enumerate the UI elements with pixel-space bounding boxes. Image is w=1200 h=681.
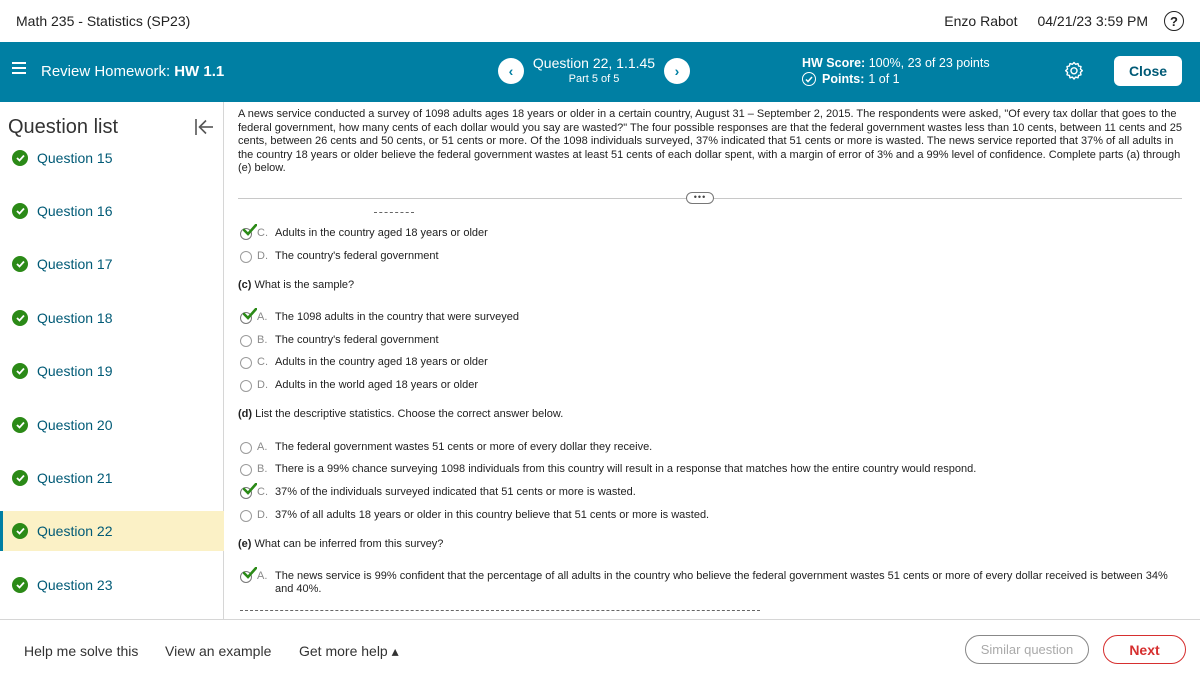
radio-button[interactable] (240, 228, 252, 240)
sidebar-item-label: Question 22 (37, 523, 113, 539)
review-label: Review Homework: (41, 63, 171, 80)
option-letter: A. (257, 570, 268, 582)
part-e-label: (e) (238, 538, 252, 550)
answer-option[interactable] (240, 570, 1185, 596)
radio-button[interactable] (240, 442, 252, 454)
answer-option[interactable] (240, 334, 1185, 347)
course-title: Math 235 - Statistics (SP23) (16, 13, 191, 29)
sidebar-item-question[interactable] (0, 458, 224, 498)
homework-header (0, 42, 1200, 102)
sidebar-item-label: Question 17 (37, 256, 113, 272)
review-title (41, 63, 224, 80)
option-letter: A. (257, 311, 268, 323)
sidebar-item-question[interactable] (0, 244, 224, 284)
user-name[interactable]: Enzo Rabot (944, 13, 1018, 29)
sidebar-item-label: Question 18 (37, 310, 113, 326)
sidebar-item-label: Question 21 (37, 470, 113, 486)
sidebar-item-label: Question 20 (37, 417, 113, 433)
sidebar-item-label: Question 19 (37, 363, 113, 379)
option-letter: D. (257, 250, 268, 262)
check-mark-icon (243, 308, 257, 320)
check-mark-icon (243, 224, 257, 236)
close-button[interactable]: Close (1114, 56, 1182, 86)
radio-button[interactable] (240, 357, 252, 369)
radio-button[interactable] (240, 571, 252, 583)
help-me-solve-button[interactable]: Help me solve this (24, 643, 139, 659)
check-circle-icon (12, 203, 28, 219)
check-circle-icon (12, 577, 28, 593)
check-circle-icon (12, 470, 28, 486)
help-icon[interactable]: ? (1164, 11, 1184, 31)
hw-score (802, 56, 990, 70)
part-d-label: (d) (238, 408, 253, 420)
answer-option[interactable] (240, 379, 1185, 392)
option-letter: A. (257, 441, 268, 453)
part-c-label: (c) (238, 279, 252, 291)
answer-option[interactable] (240, 486, 1185, 499)
option-letter: D. (257, 379, 268, 391)
answer-option[interactable] (240, 311, 1185, 324)
question-list-sidebar (0, 102, 224, 619)
question-prompt: A news service conducted a survey of 1098 adults ages 18 years or older in a certain country, August 31 – September 2, 2015. The respondents were asked, "Of every tax dollar that goes to the federal government, how many cents of each dollar would you say are wasted?" The four possible responses are that the federal government wastes less than 10 cents, between 11 cents and 25 cents, between 26 cents and 50 cents, or 51 cents or more. Of the 1098 individuals surveyed, 37% indicated that 51 cents or more is wasted. The news service reported that 37% of all adults in the country 18 years or older believe the federal government wastes at least 51 cents of each dollar spent, with a margin of error of 3% and a 99% level of confidence. Complete parts (a) through (e) below. (238, 108, 1182, 174)
option-letter: C. (257, 356, 268, 368)
radio-button[interactable] (240, 380, 252, 392)
get-more-help-button[interactable]: Get more help ▴ (299, 643, 399, 659)
points-label: Points: (822, 72, 865, 86)
option-letter: C. (257, 227, 268, 239)
sidebar-item-question[interactable] (0, 191, 224, 231)
option-text: The 1098 adults in the country that were surveyed (275, 311, 519, 323)
next-button[interactable]: Next (1103, 635, 1186, 664)
sidebar-item-question[interactable] (0, 405, 224, 445)
previous-question-button[interactable]: ‹ (498, 58, 524, 84)
hw-score-label: HW Score: (802, 56, 866, 70)
option-text: The country's federal government (275, 334, 439, 346)
option-text: Adults in the country aged 18 years or older (275, 356, 488, 368)
option-text: The federal government wastes 51 cents or more of every dollar they receive. (275, 441, 653, 453)
radio-button[interactable] (240, 487, 252, 499)
part-e-text: What can be inferred from this survey? (254, 538, 444, 550)
sidebar-item-question[interactable] (0, 351, 224, 391)
check-circle-icon (12, 256, 28, 272)
option-text: The news service is 99% confident that the percentage of all adults in the country who believe the federal government wastes 51 cents or more of every dollar received is between 34% and 40%. (275, 570, 1168, 595)
question-content (224, 102, 1200, 619)
option-letter: D. (257, 509, 268, 521)
answer-option[interactable] (240, 250, 1185, 263)
clipped-option-edge (240, 610, 760, 614)
answer-option[interactable] (240, 227, 1185, 240)
check-circle-icon (12, 417, 28, 433)
part-e-question (238, 538, 443, 550)
sidebar-item-label: Question 15 (37, 150, 113, 166)
option-text: 37% of the individuals surveyed indicated that 51 cents or more is wasted. (275, 486, 636, 498)
homework-name: HW 1.1 (174, 63, 225, 80)
radio-button[interactable] (240, 312, 252, 324)
check-mark-icon (243, 483, 257, 495)
answer-option[interactable] (240, 463, 1185, 476)
next-question-arrow-button[interactable]: › (664, 58, 690, 84)
expand-ellipsis-button[interactable]: ••• (686, 192, 714, 204)
sidebar-item-question[interactable] (0, 298, 224, 338)
sidebar-item-label: Question 16 (37, 203, 113, 219)
option-text: Adults in the country aged 18 years or older (275, 227, 488, 239)
collapse-sidebar-icon[interactable] (194, 118, 214, 136)
question-title: Question 22, 1.1.45 (532, 55, 656, 71)
footer-bar (0, 619, 1200, 681)
answer-option[interactable] (240, 441, 1185, 454)
check-circle-icon (12, 150, 28, 166)
clipped-content-edge (374, 212, 414, 215)
question-part: Part 5 of 5 (568, 73, 620, 85)
sidebar-item-question[interactable] (0, 511, 224, 551)
top-bar-right (944, 11, 1184, 31)
check-mark-icon (243, 567, 257, 579)
menu-icon[interactable] (12, 62, 26, 74)
radio-button[interactable] (240, 335, 252, 347)
question-list-title: Question list (8, 116, 119, 138)
check-circle-icon (12, 523, 28, 539)
hw-score-value: 100%, 23 of 23 points (868, 56, 990, 70)
answer-option[interactable] (240, 356, 1185, 369)
sidebar-item-question[interactable] (0, 138, 224, 178)
part-d-question (238, 408, 563, 420)
option-letter: B. (257, 463, 268, 475)
radio-button[interactable] (240, 510, 252, 522)
view-example-button[interactable]: View an example (165, 643, 272, 659)
sidebar-item-question[interactable] (0, 565, 224, 605)
similar-question-button[interactable]: Similar question (965, 635, 1089, 664)
datetime: 04/21/23 3:59 PM (1037, 13, 1148, 29)
check-circle-icon (12, 363, 28, 379)
check-circle-icon (802, 72, 816, 86)
part-c-question (238, 279, 354, 291)
part-d-text: List the descriptive statistics. Choose the correct answer below. (255, 408, 564, 420)
sidebar-item-label: Question 23 (37, 577, 113, 593)
points (802, 72, 900, 86)
option-text: There is a 99% chance surveying 1098 individuals from this country will result in a response that matches how the entire country would respond. (275, 463, 977, 475)
top-bar (0, 0, 1200, 42)
radio-button[interactable] (240, 251, 252, 263)
gear-icon[interactable] (1064, 61, 1084, 81)
option-letter: B. (257, 334, 268, 346)
option-text: Adults in the world aged 18 years or older (275, 379, 479, 391)
points-value: 1 of 1 (868, 72, 900, 86)
radio-button[interactable] (240, 464, 252, 476)
answer-option[interactable] (240, 509, 1185, 522)
check-circle-icon (12, 310, 28, 326)
option-letter: C. (257, 486, 268, 498)
option-text: The country's federal government (275, 250, 439, 262)
option-text: 37% of all adults 18 years or older in this country believe that 51 cents or more is wasted. (275, 509, 710, 521)
part-c-text: What is the sample? (254, 279, 355, 291)
